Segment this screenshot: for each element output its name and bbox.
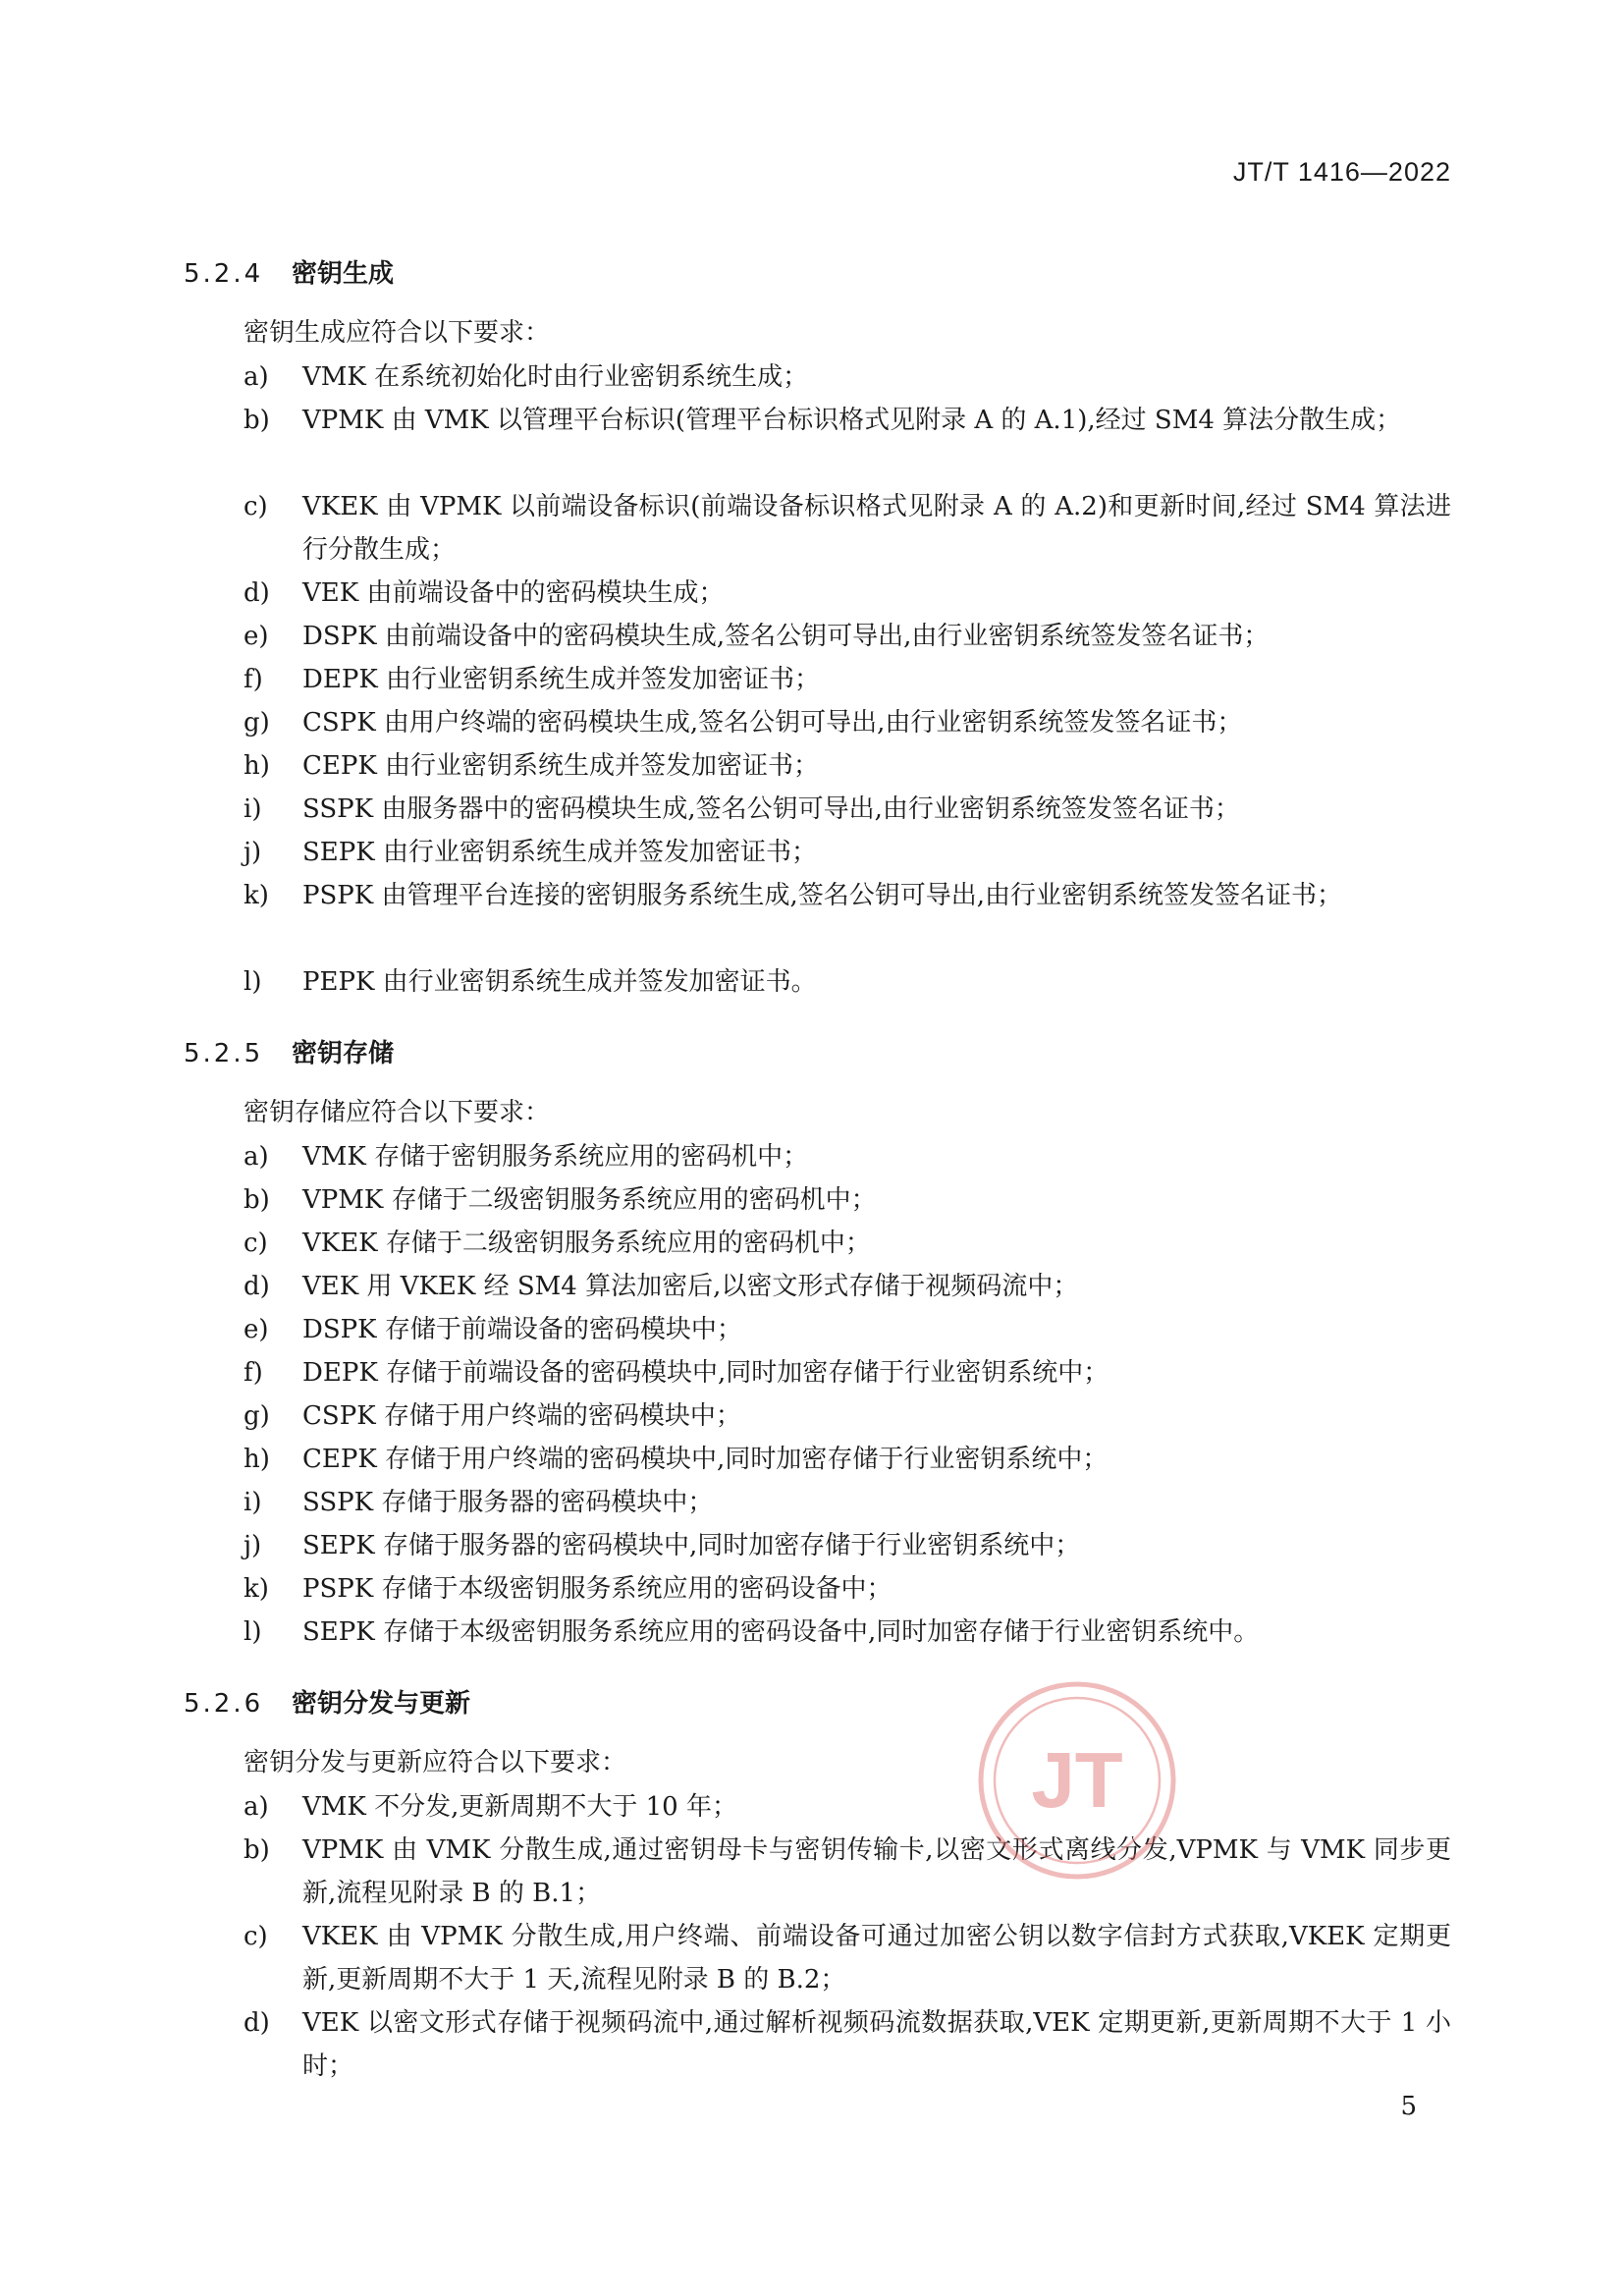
list-text: VPMK 由 VMK 以管理平台标识(管理平台标识格式见附录 A 的 A.1),经过 SM4 算法分散生成； <box>302 406 1402 435</box>
list-text: CSPK 由用户终端的密码模块生成,签名公钥可导出,由行业密钥系统签发签名证书； <box>302 708 1243 738</box>
list-label: d) <box>243 1272 270 1301</box>
list-item <box>243 874 1451 917</box>
list-label: a) <box>243 362 269 392</box>
list-text: VPMK 存储于二级密钥服务系统应用的密码机中； <box>302 1185 877 1215</box>
list-text: VMK 存储于密钥服务系统应用的密码机中； <box>302 1142 809 1172</box>
section-heading: 密钥分发与更新 <box>292 1689 471 1719</box>
list-text: DEPK 存储于前端设备的密码模块中,同时加密存储于行业密钥系统中； <box>302 1358 1109 1388</box>
list-label: h) <box>243 1445 270 1474</box>
list-label: c) <box>243 492 268 521</box>
list-item <box>243 1829 1451 1915</box>
list-text: SEPK 由行业密钥系统生成并签发加密证书； <box>302 838 817 867</box>
list-text: SEPK 存储于服务器的密码模块中,同时加密存储于行业密钥系统中； <box>302 1531 1081 1560</box>
list-label: k) <box>243 1574 269 1604</box>
list-label: a) <box>243 1142 269 1172</box>
list-item <box>243 1524 1451 1567</box>
list-text: PEPK 由行业密钥系统生成并签发加密证书。 <box>302 967 817 997</box>
list-item <box>243 1308 1451 1351</box>
list-item <box>243 615 1451 658</box>
list-label: h) <box>243 751 270 781</box>
list-item <box>243 485 1451 572</box>
list-label: g) <box>243 1401 270 1431</box>
section-heading: 密钥存储 <box>292 1039 395 1068</box>
list-item <box>243 831 1451 874</box>
jt-stamp-watermark <box>974 1677 1180 1884</box>
page-number: 5 <box>1400 2092 1417 2121</box>
list-label: k) <box>243 881 269 910</box>
list-label: f) <box>243 665 263 694</box>
list-item <box>243 572 1451 615</box>
list-item <box>243 701 1451 744</box>
list-label: c) <box>243 1922 268 1951</box>
list-text: SSPK 由服务器中的密码模块生成,签名公钥可导出,由行业密钥系统签发签名证书； <box>302 794 1240 824</box>
list-label: g) <box>243 708 270 738</box>
list-item <box>243 1481 1451 1524</box>
list-text: VPMK 由 VMK 分散生成,通过密钥母卡与密钥传输卡,以密文形式离线分发,VPMK 与 VMK 同步更新,流程见附录 B 的 B.1； <box>302 1835 1451 1908</box>
list-label: a) <box>243 1792 269 1822</box>
list-text: DSPK 存储于前端设备的密码模块中； <box>302 1315 742 1344</box>
list-label: j) <box>243 838 262 867</box>
list-item <box>243 1438 1451 1481</box>
list-label: d) <box>243 2008 270 2038</box>
list-label: i) <box>243 1488 262 1517</box>
list-text: VMK 在系统初始化时由行业密钥系统生成； <box>302 362 809 392</box>
list-label: c) <box>243 1229 268 1258</box>
list-item <box>243 1178 1451 1222</box>
section-heading: 密钥生成 <box>292 259 395 289</box>
list-item <box>243 1222 1451 1265</box>
list-item <box>243 960 1451 1004</box>
list-text: VKEK 由 VPMK 以前端设备标识(前端设备标识格式见附录 A 的 A.2)和更新时间,经过 SM4 算法进行分散生成； <box>302 492 1451 565</box>
list-text: VEK 以密文形式存储于视频码流中,通过解析视频码流数据获取,VEK 定期更新,更新周期不大于 1 小时； <box>302 2008 1451 2081</box>
list-label: b) <box>243 406 270 435</box>
list-text: CEPK 由行业密钥系统生成并签发加密证书； <box>302 751 820 781</box>
list-text: VMK 不分发,更新周期不大于 10 年； <box>302 1792 737 1822</box>
list-text: CSPK 存储于用户终端的密码模块中； <box>302 1401 741 1431</box>
list-item <box>243 1915 1451 2001</box>
list-text: CEPK 存储于用户终端的密码模块中,同时加密存储于行业密钥系统中； <box>302 1445 1109 1474</box>
list-text: SEPK 存储于本级密钥服务系统应用的密码设备中,同时加密存储于行业密钥系统中。 <box>302 1617 1260 1647</box>
list-label: l) <box>243 967 262 997</box>
section-number: 5.2.4 <box>184 259 264 289</box>
section-title-5-2-5 <box>184 1033 394 1069</box>
section-number: 5.2.5 <box>184 1039 264 1068</box>
list-text: PSPK 由管理平台连接的密钥服务系统生成,签名公钥可导出,由行业密钥系统签发签名证书； <box>302 881 1343 910</box>
list-item <box>243 1611 1451 1654</box>
list-label: d) <box>243 578 270 608</box>
list-label: e) <box>243 1315 269 1344</box>
list-label: e) <box>243 622 269 651</box>
list-text: PSPK 存储于本级密钥服务系统应用的密码设备中； <box>302 1574 893 1604</box>
list-item <box>243 399 1451 442</box>
section-title-5-2-4 <box>184 253 394 290</box>
list-text: VKEK 存储于二级密钥服务系统应用的密码机中； <box>302 1229 871 1258</box>
list-text: DSPK 由前端设备中的密码模块生成,签名公钥可导出,由行业密钥系统签发签名证书； <box>302 622 1270 651</box>
section-title-5-2-6 <box>184 1683 470 1720</box>
list-text: SSPK 存储于服务器的密码模块中； <box>302 1488 714 1517</box>
stamp-text: JT <box>1031 1736 1123 1824</box>
list-text: VKEK 由 VPMK 分散生成,用户终端、前端设备可通过加密公钥以数字信封方式获取,VKEK 定期更新,更新周期不大于 1 天,流程见附录 B 的 B.2； <box>302 1922 1451 1995</box>
document-code: JT/T 1416—2022 <box>1232 157 1451 187</box>
list-item <box>243 1351 1451 1394</box>
list-item <box>243 1135 1451 1178</box>
section-intro: 密钥存储应符合以下要求： <box>243 1098 551 1127</box>
list-text: VEK 用 VKEK 经 SM4 算法加密后,以密文形式存储于视频码流中； <box>302 1272 1079 1301</box>
list-label: j) <box>243 1531 262 1560</box>
list-label: l) <box>243 1617 262 1647</box>
list-item <box>243 744 1451 788</box>
section-intro: 密钥生成应符合以下要求： <box>243 318 551 348</box>
list-item <box>243 1567 1451 1611</box>
list-item <box>243 658 1451 701</box>
section-intro: 密钥分发与更新应符合以下要求： <box>243 1748 627 1777</box>
list-label: i) <box>243 794 262 824</box>
list-label: f) <box>243 1358 263 1388</box>
list-label: b) <box>243 1185 270 1215</box>
list-item <box>243 1265 1451 1308</box>
list-item <box>243 788 1451 831</box>
list-label: b) <box>243 1835 270 1865</box>
list-item <box>243 2001 1451 2088</box>
list-item <box>243 1394 1451 1438</box>
list-item <box>243 355 1451 399</box>
list-text: VEK 由前端设备中的密码模块生成； <box>302 578 725 608</box>
list-item <box>243 1785 1451 1829</box>
section-number: 5.2.6 <box>184 1689 264 1719</box>
list-text: DEPK 由行业密钥系统生成并签发加密证书； <box>302 665 821 694</box>
